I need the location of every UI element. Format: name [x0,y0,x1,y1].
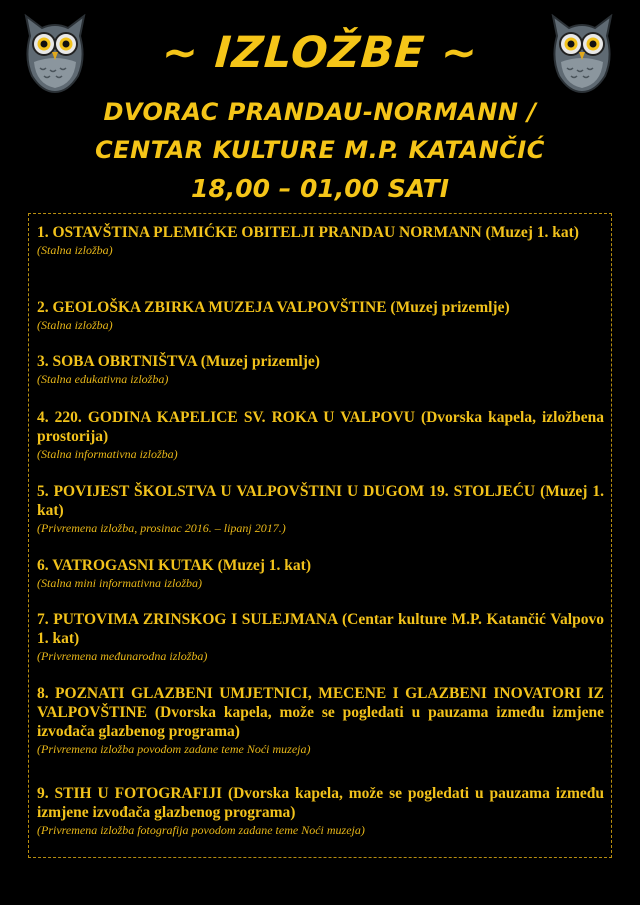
poster-title: ~ IZLOŽBE ~ [160,28,480,78]
exhibition-item-9 [37,784,604,838]
exhibition-title: 2. GEOLOŠKA ZBIRKA MUZEJA VALPOVŠTINE (Muzej prizemlje) [37,299,510,316]
exhibition-item-7 [37,610,604,664]
venue-line-2: CENTAR KULTURE M.P. KATANČIĆ [95,136,545,164]
exhibition-item-6 [37,556,604,591]
exhibition-item-5 [37,482,604,536]
exhibition-title: 3. SOBA OBRTNIŠTVA (Muzej prizemlje) [37,353,320,370]
exhibition-note: (Privremena međunarodna izložba) [37,649,208,663]
exhibition-item-4 [37,408,604,462]
exhibition-item-2 [37,298,604,333]
exhibition-title: 5. POVIJEST ŠKOLSTVA U VALPOVŠTINI U DUGOM 19. STOLJEĆU (Muzej 1. kat) [37,483,604,519]
exhibition-note: (Privremena izložba, prosinac 2016. – lipanj 2017.) [37,521,286,535]
exhibition-note: (Stalna izložba) [37,318,113,332]
exhibition-title: 7. PUTOVIMA ZRINSKOG I SULEJMANA (Centar kulture M.P. Katančić Valpovo 1. kat) [37,611,604,647]
exhibition-title: 4. 220. GODINA KAPELICE SV. ROKA U VALPOVU (Dvorska kapela, izložbena prostorija) [37,409,604,445]
exhibition-note: (Stalna mini informativna izložba) [37,576,202,590]
exhibition-note: (Privremena izložba povodom zadane teme Noći muzeja) [37,742,311,756]
exhibition-note: (Stalna informativna izložba) [37,447,178,461]
exhibition-note: (Stalna izložba) [37,243,113,257]
exhibition-title: 6. VATROGASNI KUTAK (Muzej 1. kat) [37,557,311,574]
opening-hours: 18,00 – 01,00 SATI [190,174,450,203]
exhibition-title: 9. STIH U FOTOGRAFIJI (Dvorska kapela, može se pogledati u pauzama između izmjene izvođača glazbenog programa) [37,785,604,821]
exhibition-note: (Privremena izložba fotografija povodom zadane teme Noći muzeja) [37,823,365,837]
exhibition-title: 1. OSTAVŠTINA PLEMIĆKE OBITELJI PRANDAU NORMANN (Muzej 1. kat) [37,224,579,241]
exhibition-item-1 [37,223,604,258]
venue-line-1: DVORAC PRANDAU-NORMANN / [103,98,537,126]
exhibition-item-3 [37,352,604,387]
exhibition-note: (Stalna edukativna izložba) [37,372,169,386]
exhibition-title: 8. POZNATI GLAZBENI UMJETNICI, MECENE I GLAZBENI INOVATORI IZ VALPOVŠTINE (Dvorska kapela, može se pogledati u pauzama između izmjene izvođača glazbenog programa) [37,685,604,740]
exhibition-item-8 [37,684,604,757]
